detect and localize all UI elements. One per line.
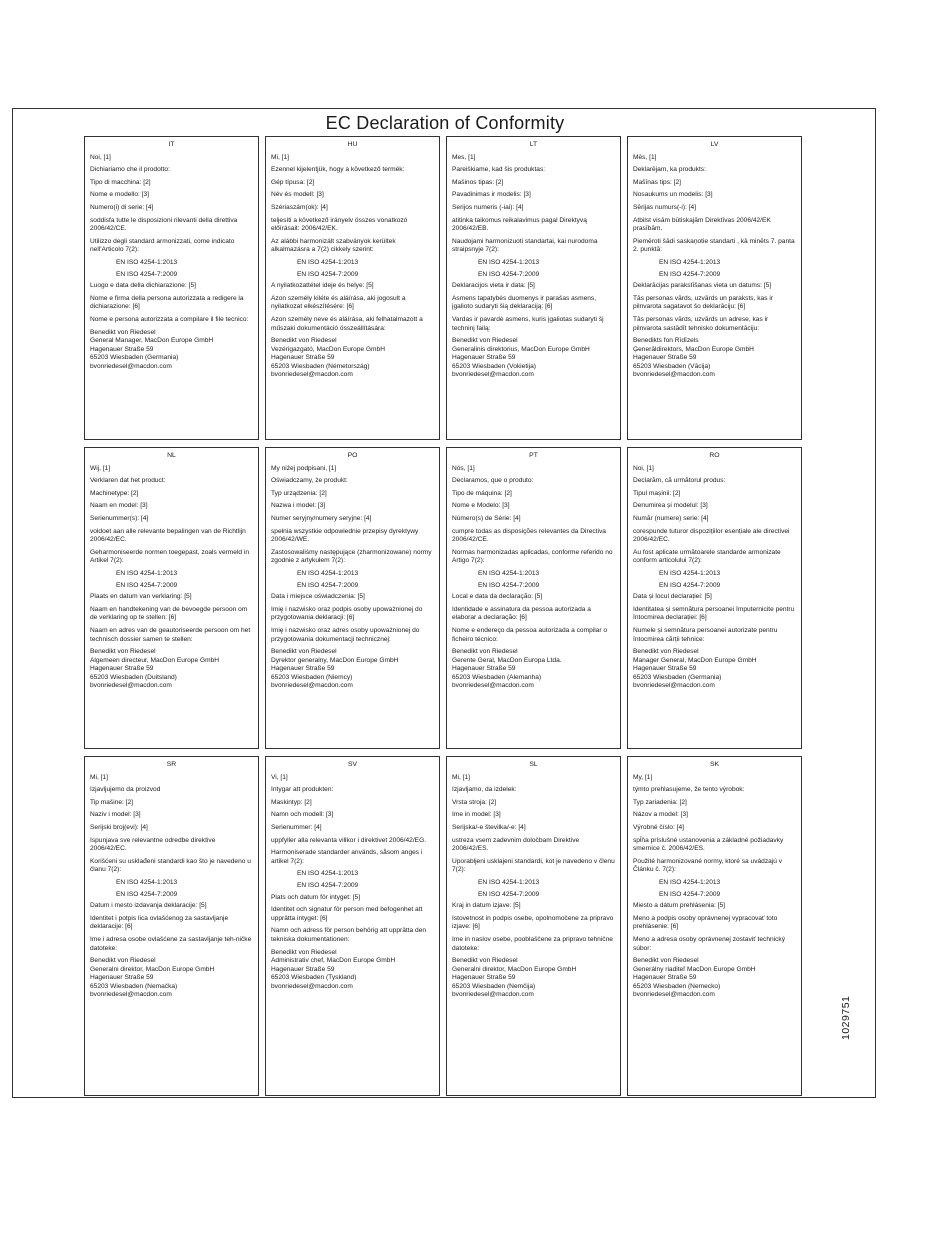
standard-reference: EN ISO 4254-1:2013 — [297, 870, 359, 878]
declaration-line: Kraj in datum izjave: [5] — [452, 902, 521, 910]
declaration-line: Mašīnas tips: [2] — [633, 178, 682, 186]
signatory-title: Vezérigazgató, MacDon Europe GmbH — [271, 345, 385, 353]
declaration-box-po — [265, 447, 440, 749]
signatory-name: Benedikts fon Rīdīzels — [633, 337, 699, 345]
standard-reference: EN ISO 4254-7:2009 — [116, 581, 178, 589]
declaration-line: Vardas ir pavardė asmens, kuris įgaliotas sudaryti šį techninį failą: — [452, 315, 604, 332]
declaration-line: Tipul mașinii: [2] — [633, 489, 681, 497]
declaration-line: Asmens tapatybės duomenys ir parašas asmens, įgalioto sudaryti šią deklaraciją: [6] — [452, 294, 597, 311]
signatory-email: bvonriedesel@macdon.com — [633, 371, 715, 379]
standard-reference: EN ISO 4254-1:2013 — [659, 258, 721, 266]
signatory-city: 65203 Wiesbaden (Germania) — [633, 673, 722, 681]
declaration-line: ustreza vsem zadevnim določbam Direktive 2006/42/ES. — [452, 836, 580, 853]
declaration-line: spełnia wszystkie odpowiednie przepisy dyrektywy 2006/42/WE. — [271, 527, 419, 544]
declaration-line: Nosaukums un modelis: [3] — [633, 191, 713, 199]
declaration-line: A nyilatkozattétel ideje és helye: [5] — [271, 282, 374, 290]
declaration-line: Data și locul declarației: [5] — [633, 593, 712, 601]
declaration-line: Mēs, [1] — [633, 153, 657, 161]
standard-reference: EN ISO 4254-7:2009 — [116, 890, 178, 898]
declaration-line: Serijos numeris (-iai): [4] — [452, 203, 524, 211]
declaration-box-it — [84, 136, 259, 440]
signatory-street: Hagenauer Straße 59 — [90, 974, 154, 982]
signatory-name: Benedikt von Riedesel — [452, 337, 518, 345]
declaration-line: Au fost aplicate următoarele standarde armonizate conform articolului 7(2): — [633, 548, 781, 565]
signatory-city: 65203 Wiesbaden (Németország) — [271, 362, 370, 370]
declaration-line: Namn och modell: [3] — [271, 811, 334, 819]
declaration-line: Deklaracijos vieta ir data: [5] — [452, 282, 535, 290]
declaration-line: Korišćeni su usklađeni standardi kao što je navedeno u članu 7(2): — [90, 857, 251, 874]
declaration-line: Szériaszám(ok): [4] — [271, 203, 328, 211]
signatory-name: Benedikt von Riedesel — [452, 648, 518, 656]
declaration-line: Wij, [1] — [90, 464, 111, 472]
declaration-line: Atbilst visām būtiskajām Direktīvas 2006/42/EK prasībām. — [633, 216, 771, 233]
declaration-line: Név és modell: [3] — [271, 191, 324, 199]
declaration-line: Mašinos tipas: [2] — [452, 178, 504, 186]
standard-reference: EN ISO 4254-7:2009 — [478, 890, 540, 898]
declaration-line: Oświadczamy, że produkt: — [271, 477, 348, 485]
declaration-line: Număr (numere) serie: [4] — [633, 514, 709, 522]
signatory-block — [90, 329, 253, 372]
standard-reference: EN ISO 4254-7:2009 — [297, 581, 359, 589]
declaration-line: týmto prehlasujeme, že tento výrobok: — [633, 786, 745, 794]
declaration-line: Dichiariamo che il prodotto: — [90, 166, 170, 174]
signatory-street: Hagenauer Straße 59 — [633, 354, 697, 362]
language-code: PO — [347, 452, 358, 459]
signatory-city: 65203 Wiesbaden (Alemanha) — [452, 673, 542, 681]
language-code: HU — [347, 141, 358, 148]
standard-reference: EN ISO 4254-1:2013 — [478, 569, 540, 577]
declaration-box-sv — [265, 756, 440, 1096]
declaration-line: Plaats en datum van verklaring: [5] — [90, 593, 192, 601]
declaration-line: teljesíti a következő irányelv összes vonatkozó előírásait: 2006/42/EK. — [271, 216, 408, 233]
declaration-line: Namn och adress för person behörig att upprätta den tekniska dokumentationen: — [271, 927, 427, 943]
signatory-email: bvonriedesel@macdon.com — [90, 991, 172, 999]
declaration-line: cumpre todas as disposições relevantes da Directiva 2006/42/CE. — [452, 527, 606, 544]
signatory-street: Hagenauer Straße 59 — [90, 665, 154, 673]
declaration-line: Noi, [1] — [633, 464, 654, 472]
declaration-line: Azon személy neve és aláírása, aki felhatalmazott a műszaki dokumentáció összeállítására: — [271, 315, 423, 332]
declaration-box-sr — [84, 756, 259, 1096]
declaration-line: atitinka taikomus reikalavimus pagal Direktyvą 2006/42/EB. — [452, 216, 587, 233]
declaration-line: Declarăm, că următorul produs: — [633, 477, 726, 485]
declaration-line: Ime i adresa osobe ovlašćene za sastavljanje teh-ničke datoteke: — [90, 935, 252, 952]
language-code: RO — [709, 452, 720, 459]
declaration-line: Naam en adres van de geautoriseerde persoon om het technisch dossier samen te stellen: — [90, 626, 251, 643]
standard-reference: EN ISO 4254-1:2013 — [478, 258, 540, 266]
signatory-title: Generalinis direktorius, MacDon Europe GmbH — [452, 345, 590, 353]
declaration-line: Serijska/-e številka/-e: [4] — [452, 823, 526, 831]
signatory-city: 65203 Wiesbaden (Nemčija) — [452, 982, 536, 990]
standard-reference: EN ISO 4254-1:2013 — [297, 569, 359, 577]
declaration-line: Zastosowaliśmy następujące (zharmonizowane) normy zgodnie z artykułem 7(2): — [271, 548, 432, 565]
standard-reference: EN ISO 4254-1:2013 — [659, 878, 721, 886]
declaration-box-nl — [84, 447, 259, 749]
signatory-street: Hagenauer Straße 59 — [452, 354, 516, 362]
signatory-city: 65203 Wiesbaden (Duitsland) — [90, 673, 177, 681]
standard-reference: EN ISO 4254-7:2009 — [478, 270, 540, 278]
declaration-line: Mi, [1] — [90, 773, 108, 781]
signatory-email: bvonriedesel@macdon.com — [633, 682, 715, 690]
standard-reference: EN ISO 4254-1:2013 — [659, 569, 721, 577]
declaration-line: Miesto a dátum prehlásenia: [5] — [633, 902, 725, 910]
standard-reference: EN ISO 4254-7:2009 — [659, 270, 721, 278]
signatory-block — [633, 648, 796, 691]
declaration-line: Machinetype: [2] — [90, 489, 139, 497]
declaration-box-pt — [446, 447, 621, 749]
declaration-line: Numele și semnătura persoanei autorizate pentru întocmirea cărții tehnice: — [633, 626, 778, 643]
declaration-line: Ime in naslov osebe, pooblaščene za pripravo tehnične datoteke: — [452, 935, 613, 952]
declaration-line: Ime in model: [3] — [452, 811, 501, 819]
declaration-line: Izjavljamo, da izdelek: — [452, 786, 517, 794]
signatory-street: Hagenauer Straße 59 — [271, 354, 335, 362]
declaration-line: Tipo de máquina: [2] — [452, 489, 512, 497]
language-code: SL — [529, 761, 538, 768]
declaration-line: Mes, [1] — [452, 153, 476, 161]
standard-reference: EN ISO 4254-7:2009 — [659, 890, 721, 898]
signatory-email: bvonriedesel@macdon.com — [271, 982, 353, 990]
declaration-line: Výrobné číslo: [4] — [633, 823, 684, 831]
declaration-line: Meno a adresa osoby oprávnenej zostaviť technický súbor: — [633, 935, 786, 952]
signatory-city: 65203 Wiesbaden (Vācija) — [633, 362, 711, 370]
declaration-line: Uporabljeni usklajeni standardi, kot je navedeno v členu 7(2): — [452, 857, 615, 874]
signatory-title: Ģenerāldirektors, MacDon Europe GmbH — [633, 345, 754, 353]
standard-reference: EN ISO 4254-1:2013 — [116, 569, 178, 577]
signatory-email: bvonriedesel@macdon.com — [90, 362, 172, 370]
declaration-line: Geharmoniseerde normen toegepast, zoals vermeld in Artikel 7(2): — [90, 548, 250, 565]
declaration-line: Serienummer(s): [4] — [90, 514, 149, 522]
declaration-line: Nome e modello: [3] — [90, 191, 150, 199]
declaration-line: Identitatea și semnătura persoanei împuternicite pentru întocmirea declarației: [6] — [633, 605, 795, 622]
standard-reference: EN ISO 4254-1:2013 — [478, 878, 540, 886]
declaration-line: Número(s) de Série: [4] — [452, 514, 521, 522]
signatory-title: Generalni direktor, MacDon Europe GmbH — [452, 965, 577, 973]
declaration-line: Imię i nazwisko oraz adres osoby upoważnionej do przygotowania dokumentacji technicznej: — [271, 626, 420, 643]
standard-reference: EN ISO 4254-7:2009 — [297, 881, 359, 889]
signatory-street: Hagenauer Straße 59 — [633, 665, 697, 673]
signatory-name: Benedikt von Riedesel — [452, 957, 518, 965]
signatory-block — [90, 648, 253, 691]
signatory-city: 65203 Wiesbaden (Vokietija) — [452, 362, 536, 370]
signatory-email: bvonriedesel@macdon.com — [271, 682, 353, 690]
declaration-line: My, [1] — [633, 773, 653, 781]
signatory-name: Benedikt von Riedesel — [271, 948, 337, 956]
signatory-title: Dyrektor generalny, MacDon Europe GmbH — [271, 656, 399, 664]
declaration-line: Mi, [1] — [452, 773, 470, 781]
declaration-line: Verklaren dat het product: — [90, 477, 166, 485]
signatory-block — [90, 957, 253, 1000]
language-code: IT — [168, 141, 175, 148]
declaration-line: Gép típusa: [2] — [271, 178, 315, 186]
signatory-name: Benedikt von Riedesel — [90, 648, 156, 656]
declaration-line: Typ zariadenia: [2] — [633, 798, 687, 806]
declaration-box-hu — [265, 136, 440, 440]
standard-reference: EN ISO 4254-1:2013 — [116, 258, 178, 266]
declaration-line: Použité harmonizované normy, ktoré sa uvádzajú v Článku č. 7(2): — [633, 857, 783, 874]
declaration-line: soddisfa tutte le disposizioni rilevanti della direttiva 2006/42/CE. — [90, 216, 238, 233]
declaration-box-sl — [446, 756, 621, 1096]
declaration-line: Numero(i) di serie: [4] — [90, 203, 154, 211]
signatory-street: Hagenauer Straße 59 — [452, 974, 516, 982]
declaration-line: Datum i mesto izdavanja deklaracije: [5] — [90, 902, 207, 910]
signatory-street: Hagenauer Straße 59 — [90, 345, 154, 353]
declaration-line: Identitet i potpis lica ovlašćenog za sastavljanje deklaracije: [6] — [90, 914, 229, 931]
signatory-block — [271, 337, 434, 380]
declaration-line: Nome e endereço da pessoa autorizada a compilar o ficheiro técnico: — [452, 626, 608, 643]
signatory-city: 65203 Wiesbaden (Tyskland) — [271, 974, 357, 982]
signatory-name: Benedikt von Riedesel — [633, 957, 699, 965]
declaration-line: Identidade e assinatura da pessoa autorizada a elaborar a declaração: [6] — [452, 605, 591, 622]
declaration-line: Vrsta stroja: [2] — [452, 798, 497, 806]
declaration-line: Nome e firma della persona autorizzata a redigere la dichiarazione: [6] — [90, 294, 244, 311]
declaration-line: Ezennel kijelentjük, hogy a következő termék: — [271, 166, 405, 174]
signatory-title: Administrativ chef, MacDon Europe GmbH — [271, 957, 396, 965]
declaration-line: Tip mašine: [2] — [90, 798, 133, 806]
declaration-line: Nazwa i model: [3] — [271, 502, 326, 510]
signatory-street: Hagenauer Straße 59 — [633, 974, 697, 982]
declaration-line: Serijski broj(evi): [4] — [90, 823, 148, 831]
declaration-line: Tās personas vārds, uzvārds un paraksts, kas ir pilnvarota sagatavot šo deklarāciju: [6] — [633, 294, 773, 311]
language-code: SK — [709, 761, 720, 768]
declaration-line: Data i miejsce oświadczenia: [5] — [271, 593, 365, 601]
declaration-line: Izjavljujemo da proizvod — [90, 786, 161, 794]
declaration-box-sk — [627, 756, 802, 1096]
standard-reference: EN ISO 4254-7:2009 — [478, 581, 540, 589]
signatory-title: Manager General, MacDon Europe GmbH — [633, 656, 757, 664]
signatory-title: Gerente Geral, MacDon Europa Ltda. — [452, 656, 562, 664]
signatory-email: bvonriedesel@macdon.com — [90, 682, 172, 690]
declaration-line: Naam en handtekening van de bevoegde persoon om de verklaring op te stellen: [6] — [90, 605, 248, 622]
declaration-line: Naam en model: [3] — [90, 502, 148, 510]
declaration-line: Nome e persona autorizzata a compilare il file tecnico: — [90, 315, 249, 323]
standard-reference: EN ISO 4254-1:2013 — [116, 878, 178, 886]
signatory-street: Hagenauer Straße 59 — [271, 665, 335, 673]
signatory-name: Benedikt von Riedesel — [271, 337, 337, 345]
declaration-line: Serienummer: [4] — [271, 823, 322, 831]
signatory-email: bvonriedesel@macdon.com — [452, 371, 534, 379]
language-code: SR — [166, 761, 177, 768]
signatory-city: 65203 Wiesbaden (Nemecko) — [633, 982, 721, 990]
signatory-block — [633, 957, 796, 1000]
declaration-line: Vi, [1] — [271, 773, 288, 781]
language-code: SV — [347, 761, 358, 768]
signatory-name: Benedikt von Riedesel — [271, 648, 337, 656]
signatory-title: Generálny riaditeľ MacDon Europe GmbH — [633, 965, 756, 973]
declaration-line: Local e data da declaração: [5] — [452, 593, 543, 601]
declaration-line: uppfyller alla relevanta villkor i direktivet 2006/42/EG. — [271, 836, 427, 844]
standard-reference: EN ISO 4254-7:2009 — [659, 581, 721, 589]
declaration-line: Sērijas numurs(-i): [4] — [633, 203, 697, 211]
declaration-line: Nós, [1] — [452, 464, 475, 472]
declaration-line: Tipo di macchina: [2] — [90, 178, 151, 186]
signatory-email: bvonriedesel@macdon.com — [271, 371, 353, 379]
signatory-street: Hagenauer Straße 59 — [452, 665, 516, 673]
declaration-line: Declaramos, que o produto: — [452, 477, 534, 485]
signatory-title: General Manager, MacDon Europe GmbH — [90, 337, 214, 345]
declaration-line: Typ urządzenia: [2] — [271, 489, 327, 497]
declaration-box-lv — [627, 136, 802, 440]
signatory-block — [271, 949, 434, 992]
document-number: 1029751 — [840, 995, 852, 1040]
signatory-email: bvonriedesel@macdon.com — [452, 682, 534, 690]
declaration-line: Az alábbi harmonizált szabványok kerültek alkalmazásra a 7(2) cikkely szerint: — [271, 237, 396, 254]
declaration-line: Harmoniserade standarder används, såsom anges i artikel 7(2): — [271, 849, 423, 865]
declaration-line: Noi, [1] — [90, 153, 111, 161]
declaration-line: Identitet och signatur för person med befogenhet att upprätta intyget: [6] — [271, 906, 423, 922]
declaration-line: Intygar att produkten: — [271, 786, 334, 794]
standard-reference: EN ISO 4254-7:2009 — [297, 270, 359, 278]
declaration-line: Utilizzo degli standard armonizzati, come indicato nell'Articolo 7(2): — [90, 237, 235, 254]
declaration-line: Mi, [1] — [271, 153, 289, 161]
declaration-line: Tās personas vārds, uzvārds un adrese, kas ir pilnvarota sastādīt tehnisko dokumentāciju: — [633, 315, 769, 332]
declaration-box-lt — [446, 136, 621, 440]
declaration-box-ro — [627, 447, 802, 749]
declaration-line: Meno a podpis osoby oprávnenej vypracovať toto prehlásenie: [6] — [633, 914, 778, 931]
signatory-name: Benedikt von Riedesel — [633, 648, 699, 656]
signatory-block — [452, 648, 615, 691]
declaration-line: Luogo e data della dichiarazione: [5] — [90, 282, 196, 290]
declaration-line: Deklarācijas parakstīšanas vieta un datums: [5] — [633, 282, 772, 290]
signatory-block — [271, 648, 434, 691]
signatory-name: Benedikt von Riedesel — [90, 957, 156, 965]
declaration-line: Istovetnost in podpis osebe, opolnomočene za pripravo izjave: [6] — [452, 914, 614, 931]
declaration-line: Piemēroti šādi saskaņotie standarti , kā minēts 7. panta 2. punktā: — [633, 237, 795, 254]
declaration-line: Plats och datum för intyget: [5] — [271, 893, 361, 901]
signatory-city: 65203 Wiesbaden (Germania) — [90, 354, 179, 362]
signatory-title: Generalni direktor, MacDon Europe GmbH — [90, 965, 215, 973]
signatory-email: bvonriedesel@macdon.com — [452, 991, 534, 999]
declaration-line: Denumirea și modelul: [3] — [633, 502, 708, 510]
declaration-line: My niżej podpisani, [1] — [271, 464, 337, 472]
signatory-block — [452, 337, 615, 380]
declaration-line: spĺňa príslušné ustanovenia a základné požiadavky smernice č. 2006/42/ES. — [633, 836, 784, 853]
signatory-city: 65203 Wiesbaden (Nemačka) — [90, 982, 178, 990]
page-title: EC Declaration of Conformity — [325, 113, 565, 133]
declaration-line: Pavadinimas ir modelis: [3] — [452, 191, 531, 199]
declaration-line: Imię i nazwisko oraz podpis osoby upoważnionej do przygotowania deklaracji: [6] — [271, 605, 423, 622]
declaration-line: Naudojami harmonizuoti standartai, kai nurodoma straipsnyje 7(2): — [452, 237, 598, 254]
signatory-email: bvonriedesel@macdon.com — [633, 991, 715, 999]
declaration-line: voldoet aan alle relevante bepalingen van de Richtlijn 2006/42/EC. — [90, 527, 246, 544]
language-code: LT — [529, 141, 538, 148]
declaration-line: corespunde tuturor dispozițiilor esențiale ale directivei 2006/42/EC. — [633, 527, 790, 544]
signatory-block — [633, 337, 796, 380]
signatory-title: Algemeen directeur, MacDon Europe GmbH — [90, 656, 220, 664]
declaration-line: Maskintyp: [2] — [271, 798, 312, 806]
language-code: PT — [529, 452, 538, 459]
declaration-line: Normas harmonizadas aplicadas, conforme referido no Artigo 7(2): — [452, 548, 613, 565]
declaration-line: Deklarējam, ka produkts: — [633, 166, 706, 174]
declaration-line: Pareiškiame, kad šis produktas: — [452, 166, 546, 174]
declaration-line: Nome e Modelo: [3] — [452, 502, 510, 510]
language-code: NL — [167, 452, 176, 459]
signatory-block — [452, 957, 615, 1000]
standard-reference: EN ISO 4254-1:2013 — [297, 258, 359, 266]
language-code: LV — [710, 141, 719, 148]
declaration-line: Ispunjava sve relevantne odredbe direktive 2006/42/EC. — [90, 836, 216, 853]
declaration-line: Naziv i model: [3] — [90, 811, 141, 819]
signatory-name: Benedikt von Riedesel — [90, 328, 156, 336]
declaration-line: Názov a model: [3] — [633, 811, 688, 819]
declaration-line: Numer seryjny/numery seryjne: [4] — [271, 514, 372, 522]
declaration-line: Azon személy kiléte és aláírása, aki jogosult a nyilatkozat elkészítésére: [6] — [271, 294, 406, 311]
signatory-street: Hagenauer Straße 59 — [271, 965, 335, 973]
signatory-city: 65203 Wiesbaden (Niemcy) — [271, 673, 353, 681]
standard-reference: EN ISO 4254-7:2009 — [116, 270, 178, 278]
